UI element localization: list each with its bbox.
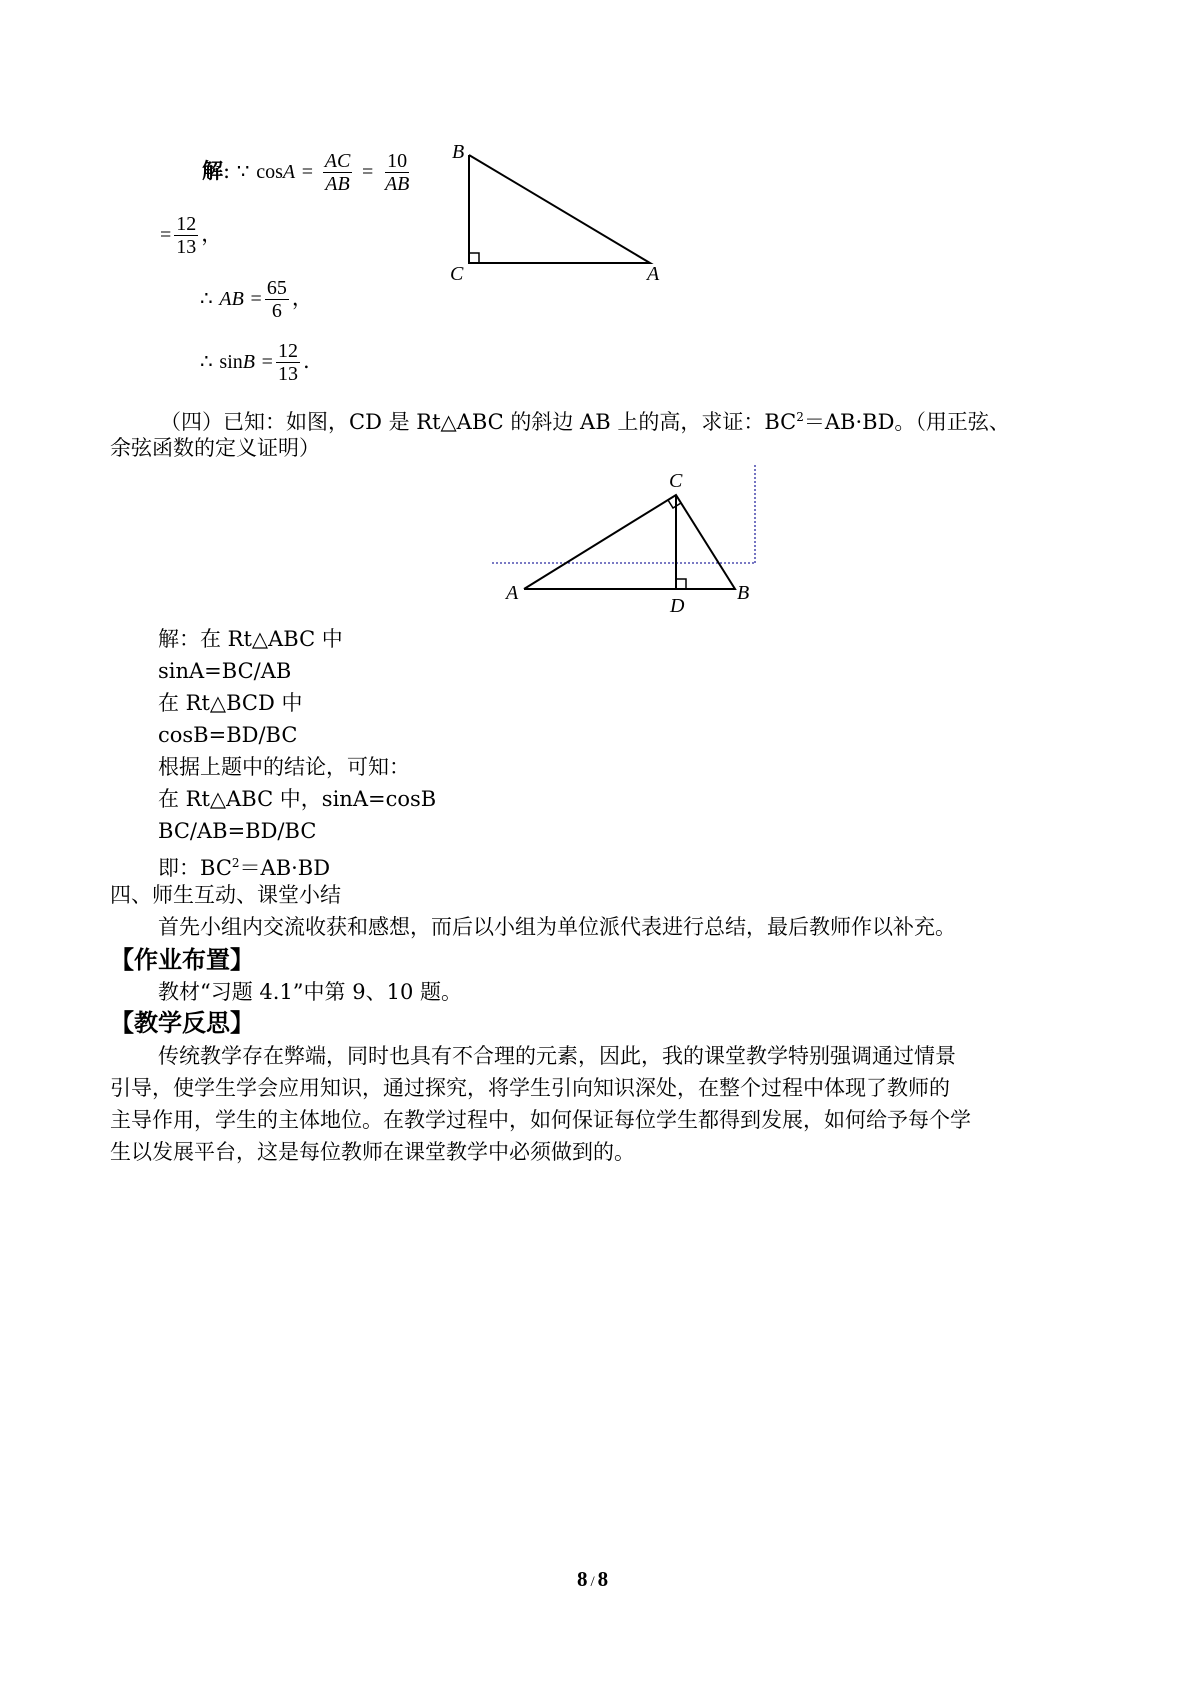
p3-line1 (202, 150, 414, 195)
solution4-line: 解：在 Rt△ABC 中 (158, 627, 343, 651)
fraction-65-6: $\frac{65}{6}$ (266, 277, 287, 322)
problem4-line1: （四）已知：如图，CD 是 Rt△ABC 的斜边 AB 上的高，求证：$BC^2=AB\cdot BD$。（用正弦、 (160, 410, 1010, 434)
figure-altitude-triangle (480, 462, 770, 617)
vertex-a-label: A (506, 582, 519, 604)
triangle-outline (524, 495, 735, 589)
vertex-a-label: A (647, 263, 660, 285)
solution4-line: 在 Rt△BCD 中 (158, 691, 303, 715)
therefore-symbol: ∴ (200, 288, 213, 310)
solution-label: 解 (202, 159, 223, 183)
equals-sign: = (160, 224, 172, 246)
therefore-symbol: ∴ (200, 351, 213, 373)
reflection-line: 传统教学存在弊端，同时也具有不合理的元素，因此，我的课堂教学特别强调通过情景 (158, 1044, 956, 1068)
right-angle-marker-d (676, 579, 686, 589)
cos-function: cos (256, 161, 283, 183)
reflection-heading: 【教学反思】 (110, 1009, 254, 1037)
solution4-conclusion: 即：$BC^2=AB\cdot BD$ (158, 856, 331, 880)
p3-line2 (160, 213, 222, 258)
comma: ， (291, 286, 313, 310)
vertex-b-label: B (452, 141, 465, 163)
homework-body: 教材“习题 4.1”中第 9、10 题。 (158, 980, 462, 1004)
solution4-line: sinA=BC/AB (158, 659, 292, 683)
solution4-line: 在 Rt△ABC 中，sinA=cosB (158, 787, 437, 811)
equals-sign: = (301, 161, 314, 183)
reflection-line: 引导，使学生学会应用知识，通过探究，将学生引向知识深处，在整个过程中体现了教师的 (110, 1076, 950, 1100)
period: . (302, 349, 310, 373)
figure-right-triangle (440, 140, 680, 290)
p3-line4 (200, 340, 310, 385)
solution4-line: 根据上题中的结论，可知： (158, 755, 410, 779)
right-angle-marker (469, 253, 479, 263)
equals-sign: = (261, 351, 273, 373)
page-number: 8 / 8 (577, 1567, 609, 1591)
comma: ， (201, 222, 223, 246)
vertex-c-label: C (450, 263, 464, 285)
fraction-12-13: $\frac{12}{13}$ (176, 213, 197, 258)
fraction-ac-ab: $\frac{AC}{AB}$ (324, 150, 351, 195)
section4-heading: 四、师生互动、课堂小结 (110, 883, 341, 907)
problem4-line2: 余弦函数的定义证明） (110, 436, 320, 460)
reflection-line: 主导作用，学生的主体地位。在教学过程中，如何保证每位学生都得到发展，如何给予每个学 (110, 1108, 971, 1132)
vertex-d-label: D (670, 595, 685, 617)
colon: : (223, 159, 231, 183)
angle-a: A (282, 161, 296, 183)
sin-function: sin (219, 351, 243, 373)
angle-b: B (242, 351, 255, 373)
reflection-line: 生以发展平台，这是每位教师在课堂教学中必须做到的。 (110, 1140, 635, 1164)
triangle-outline (469, 155, 650, 263)
homework-heading: 【作业布置】 (110, 946, 254, 974)
equals-sign: = (250, 288, 262, 310)
vertex-c-label: C (669, 470, 683, 492)
section4-body: 首先小组内交流收获和感想，而后以小组为单位派代表进行总结，最后教师作以补充。 (158, 915, 956, 939)
because-symbol: ∵ (236, 161, 250, 183)
fraction-12-13: $\frac{12}{13}$ (277, 340, 298, 385)
fraction-10-ab: $\frac{10}{AB}$ (384, 150, 410, 195)
solution4-line: BC/AB=BD/BC (158, 819, 317, 843)
p3-line3 (200, 277, 313, 322)
vertex-b-label: B (737, 582, 750, 604)
equals-sign: = (361, 161, 374, 183)
ab-variable: AB (219, 288, 244, 310)
solution4-line: cosB=BD/BC (158, 723, 298, 747)
